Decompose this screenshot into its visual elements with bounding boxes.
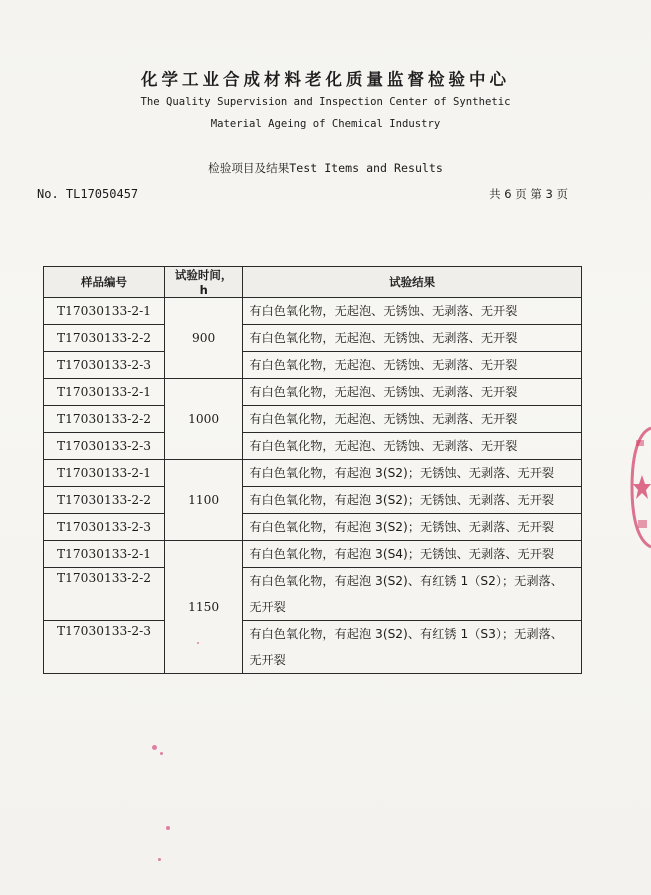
ink-speck <box>158 858 161 861</box>
results-table <box>43 266 582 674</box>
test-result-cell: 有白色氧化物，有起泡 3(S2)；无锈蚀、无剥落、无开裂 <box>243 487 582 514</box>
table-row <box>44 406 582 433</box>
organization-name-en-line2: Material Ageing of Chemical Industry <box>210 118 441 130</box>
sample-id-cell: T17030133-2-3 <box>44 514 165 541</box>
sample-id-cell: T17030133-2-2 <box>44 568 165 621</box>
test-result-cell: 有白色氧化物，无起泡、无锈蚀、无剥落、无开裂 <box>243 406 582 433</box>
section-title: 检验项目及结果Test Items and Results <box>208 161 443 175</box>
test-result-cell: 有白色氧化物，无起泡、无锈蚀、无剥落、无开裂 <box>243 379 582 406</box>
test-result-cell: 有白色氧化物，有起泡 3(S2)；无锈蚀、无剥落、无开裂 <box>243 460 582 487</box>
sample-id-cell: T17030133-2-1 <box>44 460 165 487</box>
test-result-cell: 有白色氧化物，无起泡、无锈蚀、无剥落、无开裂 <box>243 433 582 460</box>
ink-speck <box>152 745 157 750</box>
table-row <box>44 541 582 568</box>
table-row <box>44 568 582 621</box>
sample-id-cell: T17030133-2-2 <box>44 406 165 433</box>
table-row <box>44 325 582 352</box>
test-time-cell: 900 <box>165 298 243 379</box>
test-result-cell: 有白色氧化物，有起泡 3(S2)、有红锈 1（S3）；无剥落、无开裂 <box>243 621 582 674</box>
ink-speck <box>166 826 170 830</box>
ink-speck <box>160 752 163 755</box>
page-count: 共 6 页 第 3 页 <box>489 187 568 201</box>
sample-id-cell: T17030133-2-1 <box>44 379 165 406</box>
sample-id-cell: T17030133-2-3 <box>44 352 165 379</box>
test-time-cell: 1150 <box>165 541 243 674</box>
red-seal-stamp <box>622 420 651 555</box>
organization-name-en-line1: The Quality Supervision and Inspection Center of Synthetic <box>140 96 511 108</box>
test-result-cell: 有白色氧化物，无起泡、无锈蚀、无剥落、无开裂 <box>243 298 582 325</box>
test-time-cell: 1000 <box>165 379 243 460</box>
column-header-sample-id: 样品编号 <box>44 267 165 298</box>
table-row <box>44 352 582 379</box>
table-row <box>44 621 582 674</box>
sample-id-cell: T17030133-2-3 <box>44 433 165 460</box>
test-result-cell: 有白色氧化物，无起泡、无锈蚀、无剥落、无开裂 <box>243 352 582 379</box>
sample-id-cell: T17030133-2-3 <box>44 621 165 674</box>
test-result-cell: 有白色氧化物，有起泡 3(S2)、有红锈 1（S2）；无剥落、无开裂 <box>243 568 582 621</box>
ink-speck <box>197 642 199 644</box>
sample-id-cell: T17030133-2-2 <box>44 325 165 352</box>
sample-id-cell: T17030133-2-1 <box>44 541 165 568</box>
test-result-cell: 有白色氧化物，无起泡、无锈蚀、无剥落、无开裂 <box>243 325 582 352</box>
table-row <box>44 298 582 325</box>
table-row <box>44 487 582 514</box>
column-header-test-time: 试验时间，h <box>165 267 243 298</box>
table-header-row <box>44 267 582 298</box>
report-number: No. TL17050457 <box>37 187 139 201</box>
organization-name-cn: 化学工业合成材料老化质量监督检验中心 <box>141 70 510 89</box>
column-header-test-result: 试验结果 <box>243 267 582 298</box>
table-row <box>44 460 582 487</box>
sample-id-cell: T17030133-2-2 <box>44 487 165 514</box>
test-time-cell: 1100 <box>165 460 243 541</box>
table-row <box>44 379 582 406</box>
test-result-cell: 有白色氧化物，有起泡 3(S2)；无锈蚀、无剥落、无开裂 <box>243 514 582 541</box>
test-result-cell: 有白色氧化物，有起泡 3(S4)；无锈蚀、无剥落、无开裂 <box>243 541 582 568</box>
sample-id-cell: T17030133-2-1 <box>44 298 165 325</box>
table-row <box>44 514 582 541</box>
table-row <box>44 433 582 460</box>
